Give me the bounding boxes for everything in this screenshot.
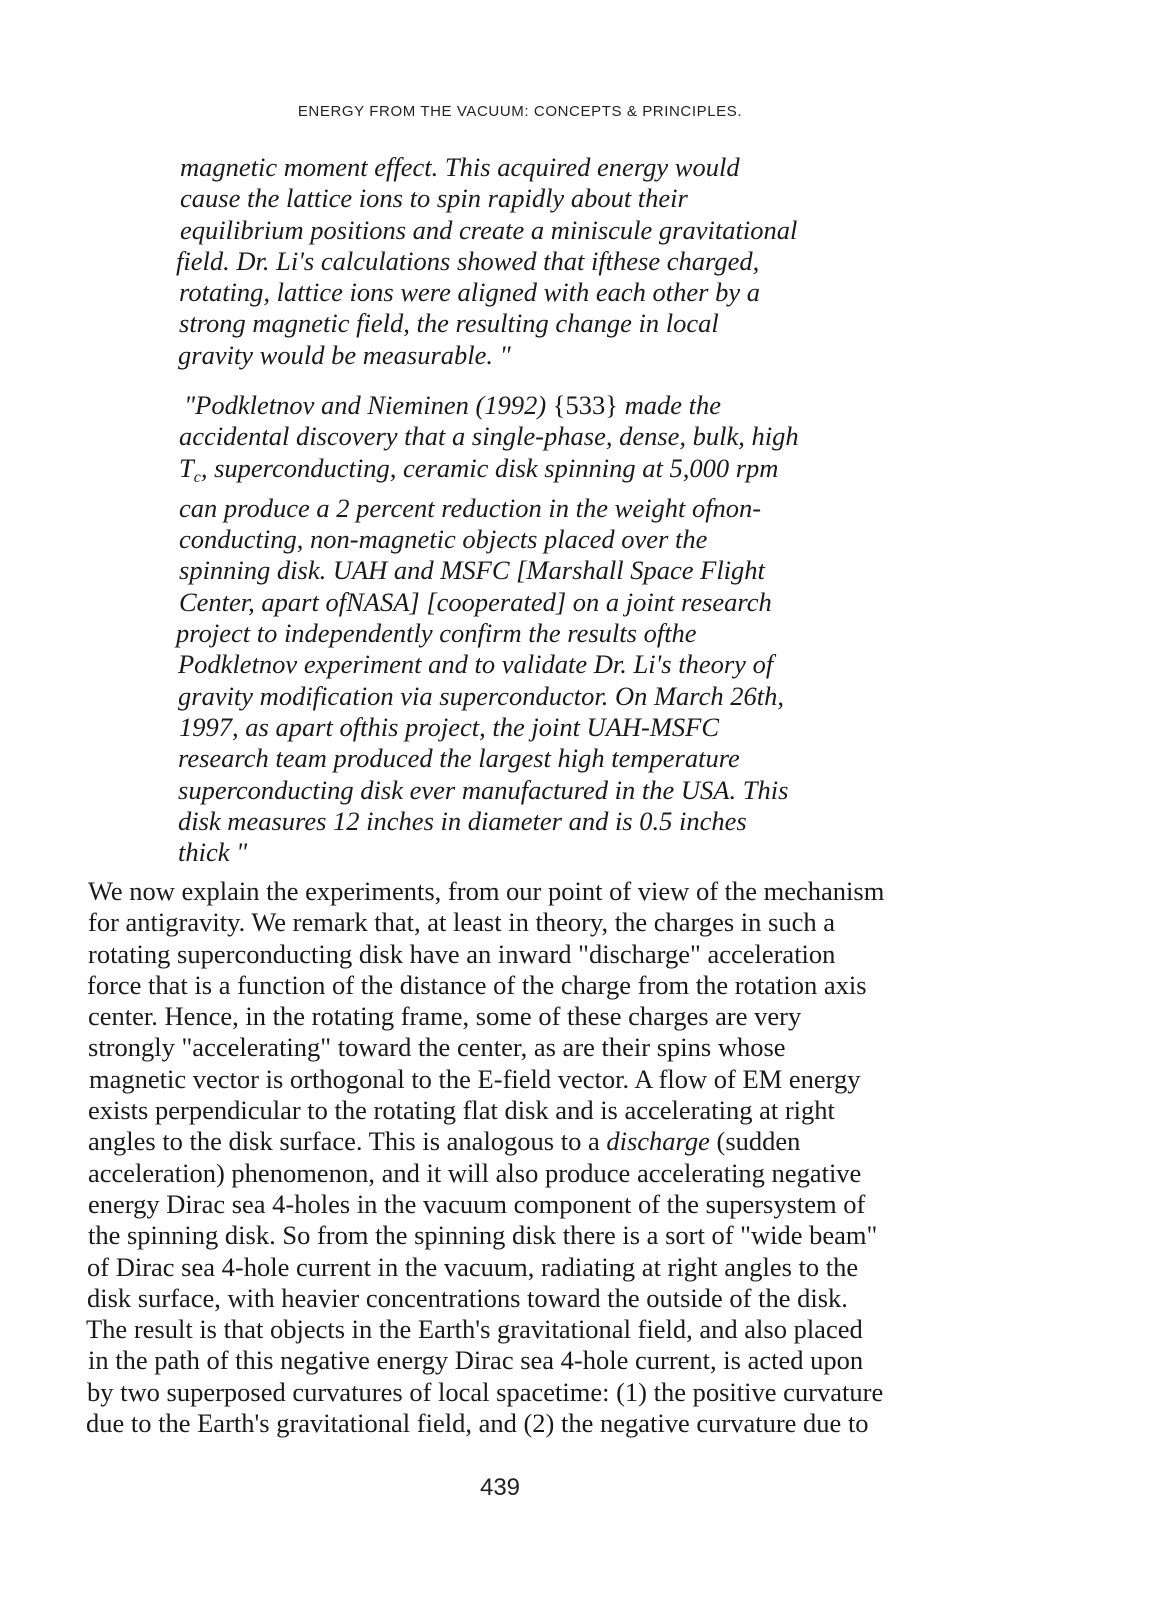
- body-line: magnetic vector is orthogonal to the E-field vector. A flow of EM energy: [89, 1063, 861, 1094]
- quote-line: research team produced the largest high temperature: [178, 743, 740, 774]
- body-line: by two superposed curvatures of local spacetime: (1) the positive curvature: [87, 1376, 884, 1407]
- page-number: 439: [479, 1474, 521, 1501]
- quote-line: equilibrium positions and create a miniscule gravitational: [180, 214, 798, 245]
- body-text-fragment: angles to the disk surface. This is analogous to a: [88, 1126, 607, 1157]
- body-line: of Dirac sea 4-hole current in the vacuum, radiating at right angles to the: [87, 1251, 859, 1282]
- body-line: rotating superconducting disk have an inward "discharge" acceleration: [88, 938, 836, 969]
- quote-text: made the: [618, 390, 722, 420]
- quote-line: field. Dr. Li's calculations showed that ifthese charged,: [176, 245, 760, 276]
- body-line: center. Hence, in the rotating frame, some of these charges are very: [88, 1001, 802, 1032]
- subscript-c: c: [193, 468, 201, 486]
- body-line: for antigravity. We remark that, at least in theory, the charges in such a: [88, 907, 835, 938]
- quote-line: superconducting disk ever manufactured in the USA. This: [178, 774, 789, 805]
- quote-line: magnetic moment effect. This acquired energy would: [180, 152, 740, 182]
- quote-line: Podkletnov experiment and to validate Dr. Li's theory of: [178, 649, 774, 680]
- quote-line: project to independently confirm the results ofthe: [176, 618, 697, 649]
- symbol-T: T: [179, 452, 194, 483]
- quote-text: , superconducting, ceramic disk spinning at 5,000 rpm: [200, 452, 779, 483]
- block-quote-li-theory: [176, 152, 856, 371]
- quote-line: rotating, lattice ions were aligned with each other by a: [179, 277, 760, 308]
- citation-ref: {533}: [552, 390, 618, 420]
- body-line: energy Dirac sea 4-holes in the vacuum component of the supersystem of: [88, 1188, 866, 1219]
- quote-text: "Podkletnov and Nieminen (1992): [184, 390, 553, 420]
- quote-line: accidental discovery that a single-phase, dense, bulk, high: [179, 421, 799, 452]
- body-line: exists perpendicular to the rotating flat disk and is accelerating at right: [88, 1095, 835, 1126]
- body-line: [86, 1126, 946, 1157]
- body-line: acceleration) phenomenon, and it will also produce accelerating negative: [88, 1157, 862, 1188]
- body-line: force that is a function of the distance of the charge from the rotation axis: [87, 969, 867, 1000]
- body-line: We now explain the experiments, from our point of view of the mechanism: [88, 876, 885, 906]
- quote-line: disk measures 12 inches in diameter and is 0.5 inches: [178, 805, 747, 836]
- quote-line: 1997, as apart ofthis project, the joint UAH-MSFC: [179, 711, 720, 742]
- body-text-fragment: (sudden: [709, 1126, 801, 1157]
- running-header: ENERGY FROM THE VACUUM: CONCEPTS & PRINCIPLES.: [297, 103, 743, 120]
- body-line: The result is that objects in the Earth's gravitational field, and also placed: [86, 1314, 863, 1345]
- body-line: disk surface, with heavier concentrations toward the outside of the disk.: [87, 1282, 848, 1313]
- body-line: due to the Earth's gravitational field, and (2) the negative curvature due to: [86, 1408, 869, 1439]
- quote-line: spinning disk. UAH and MSFC [Marshall Space Flight: [179, 555, 765, 586]
- quote-line: strong magnetic field, the resulting change in local: [179, 308, 719, 339]
- block-quote-podkletnov: [176, 390, 856, 868]
- quote-line: Center, apart ofNASA] [cooperated] on a joint research: [179, 586, 772, 617]
- body-paragraph: [86, 876, 946, 1439]
- body-line: in the path of this negative energy Dirac sea 4-hole current, is acted upon: [88, 1345, 864, 1376]
- quote-line: gravity modification via superconductor. On March 26th,: [178, 680, 784, 711]
- quote-line: [176, 390, 856, 421]
- quote-line: thick ": [178, 837, 248, 868]
- quote-line: [176, 453, 856, 493]
- body-line: strongly "accelerating" toward the center, as are their spins whose: [88, 1032, 786, 1063]
- quote-line: can produce a 2 percent reduction in the weight ofnon-: [179, 492, 762, 523]
- emphasis-discharge: discharge: [606, 1126, 710, 1157]
- quote-line: conducting, non-magnetic objects placed over the: [179, 524, 708, 555]
- quote-line: gravity would be measurable. ": [178, 339, 511, 370]
- body-line: the spinning disk. So from the spinning disk there is a sort of "wide beam": [88, 1220, 878, 1251]
- quote-line: cause the lattice ions to spin rapidly about their: [180, 183, 688, 214]
